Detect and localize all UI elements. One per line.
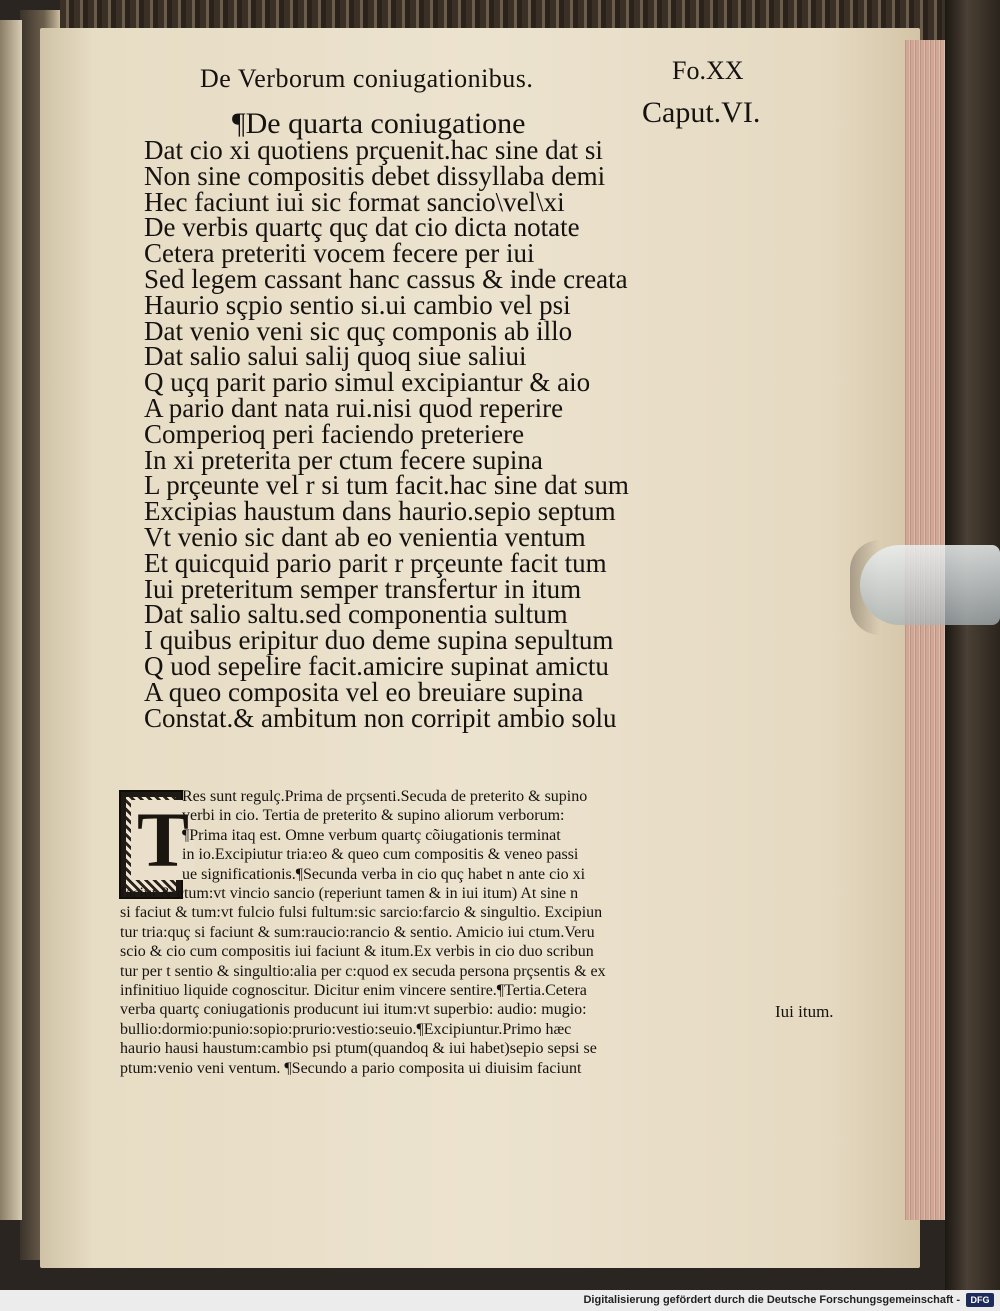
prose-line: faciut & ctum:vt vincio sancio (reperiunt tamen & in iui itum) At sine n	[120, 885, 579, 903]
verse-line: Constat.& ambitum non corripit ambio solu	[144, 702, 617, 733]
prose-line: scio & cio cum compositis iui faciunt & itum.Ex verbis in cio duo scribun	[120, 943, 594, 961]
section-heading: ¶De quarta coniugatione	[232, 107, 526, 140]
verse-block	[144, 135, 629, 733]
prose-line: Res sunt regulç.Prima de prçsenti.Secuda de preterito & supino	[182, 788, 588, 805]
verse-line: A pario dant nata rui.nisi quod reperire	[144, 392, 564, 423]
verse-line: In xi preterita per ctum fecere supina	[144, 444, 543, 475]
prose-line: tur per t sentio & singultio:alia per c:quod ex secuda persona prçsentis & ex	[120, 962, 606, 980]
verse-line: Comperioq peri faciendo preteriere	[144, 418, 525, 449]
verse-line: Q uçq parit pario simul excipiantur & aio	[144, 367, 591, 398]
digitization-footer	[0, 1290, 1000, 1311]
book-cover	[945, 0, 1000, 1290]
prose-line: haurio hausi haustum:cambio psi ptum(quandoq & iui habet)sepio sepsi se	[120, 1040, 597, 1058]
prose-line: ptum:venio veni ventum. ¶Secundo a pario composita ui diuisim faciunt	[120, 1059, 582, 1077]
verse-line: Sed legem cassant hanc cassus & inde creata	[144, 263, 628, 294]
verse-line: De verbis quartç quç dat cio dicta notate	[144, 212, 580, 243]
page-clip	[860, 545, 1000, 625]
footer-credit: Digitalisierung gefördert durch die Deutsche Forschungsgemeinschaft -	[583, 1294, 960, 1306]
verse-line: Cetera preteriti vocem fecere per iui	[144, 238, 535, 269]
verse-line: Dat cio xi quotiens prçuenit.hac sine dat si	[144, 135, 603, 165]
dfg-logo: DFG	[966, 1293, 994, 1307]
chapter-label: Caput.VI.	[642, 96, 761, 129]
prose-line: bullio:dormio:punio:sopio:prurio:vestio:seuio.¶Excipiuntur.Primo hæc	[120, 1020, 572, 1038]
prose-line: verbi in cio. Tertia de preterito & supino aliorum verborum:	[182, 807, 565, 825]
prose-line: verba quartç coniugationis producunt iui itum:vt superbio: audio: mugio:	[120, 1001, 587, 1019]
verse-line: L prçeunte vel r si tum facit.hac sine dat sum	[144, 470, 629, 501]
verse-line: Haurio sçpio sentio si.ui cambio vel psi	[144, 289, 571, 320]
prose-line: ¶Prima itaq est. Omne verbum quartç cõiugationis terminat	[182, 826, 561, 844]
prose-line: ue significationis.¶Secunda verba in cio quç habet n ante cio xi	[182, 865, 586, 883]
prose-line: si faciut & tum:vt fulcio fulsi fultum:sic sarcio:farcio & singultio. Excipiun	[120, 904, 603, 922]
verse-line: A queo composita vel eo breuiare supina	[144, 676, 584, 707]
folio-number: Fo.XX	[672, 56, 744, 85]
facing-page-edge	[0, 20, 22, 1220]
verse-line: Hec faciunt iui sic format sancio\vel\xi	[144, 186, 565, 217]
prose-line: tur tria:quç si faciunt & sum:raucio:rancio & sentio. Amicio iui ctum.Veru	[120, 923, 595, 941]
verse-line: Dat salio saltu.sed componentia sultum	[144, 599, 568, 630]
verse-line: Iui preteritum semper transfertur in itum	[144, 573, 582, 604]
verse-line: Vt venio sic dant ab eo venientia ventum	[144, 521, 586, 552]
page-fore-edge	[905, 40, 945, 1220]
prose-line: in io.Excipiutur tria:eo & queo cum compositis & veneo passi	[182, 846, 579, 864]
running-head-left: De Verborum coniugationibus.	[200, 64, 534, 93]
verse-line: Dat salio salui salij quoq siue saliui	[144, 341, 527, 372]
verse-line: Q uod sepelire facit.amicire supinat amictu	[144, 650, 609, 681]
verse-line: Dat venio veni sic quç componis ab illo	[144, 315, 573, 346]
prose-line: infinitiuo liquide cognoscitur. Dicitur enim vincere sentire.¶Tertia.Cetera	[120, 982, 587, 1000]
initial-letter: T	[131, 800, 195, 880]
verse-line: Non sine compositis debet dissyllaba demi	[144, 160, 606, 191]
verse-line: Excipias haustum dans haurio.sepio septum	[144, 496, 616, 527]
verse-line: I quibus eripitur duo deme supina sepultum	[144, 625, 614, 656]
prose-block	[120, 787, 770, 1078]
margin-note: Iui itum.	[775, 1002, 834, 1021]
verse-line: Et quicquid pario parit r prçeunte facit tum	[144, 547, 607, 578]
